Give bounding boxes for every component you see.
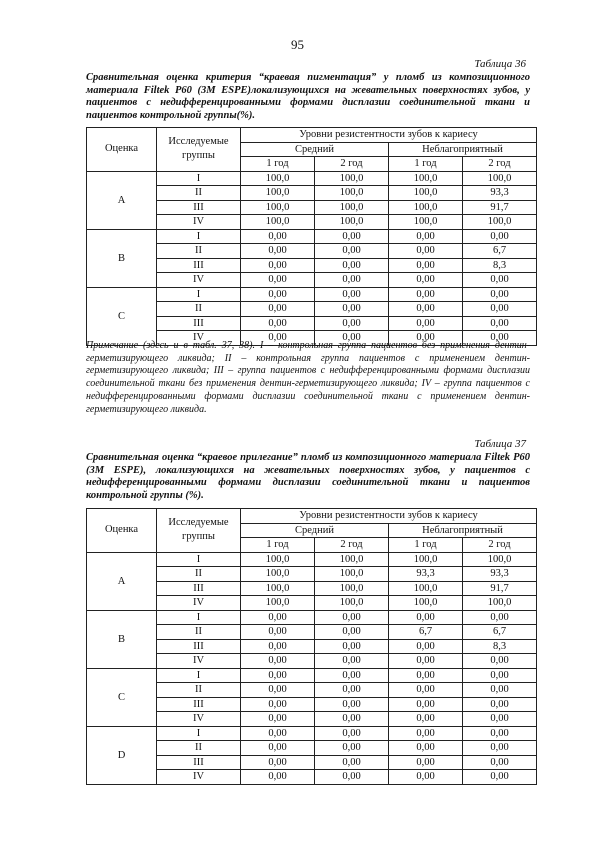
group-cell: III: [157, 581, 241, 596]
value-cell: 100,0: [241, 552, 315, 567]
value-cell: 0,00: [463, 316, 537, 331]
value-cell: 0,00: [241, 683, 315, 698]
value-cell: 93,3: [389, 567, 463, 582]
header-year: 1 год: [241, 157, 315, 172]
value-cell: 0,00: [315, 712, 389, 727]
value-cell: 100,0: [315, 171, 389, 186]
value-cell: 91,7: [463, 200, 537, 215]
group-cell: IV: [157, 215, 241, 230]
value-cell: 100,0: [315, 596, 389, 611]
group-cell: III: [157, 200, 241, 215]
value-cell: 0,00: [389, 273, 463, 288]
grade-cell: C: [87, 668, 157, 726]
value-cell: 0,00: [241, 712, 315, 727]
value-cell: 0,00: [389, 316, 463, 331]
value-cell: 0,00: [241, 770, 315, 785]
value-cell: 0,00: [463, 712, 537, 727]
value-cell: 100,0: [389, 200, 463, 215]
value-cell: 0,00: [241, 273, 315, 288]
table-row: [87, 726, 537, 741]
group-cell: III: [157, 316, 241, 331]
value-cell: 0,00: [241, 244, 315, 259]
header-groups: Исследуемые группы: [157, 128, 241, 172]
header-grade: Оценка: [87, 128, 157, 172]
header-row: [87, 509, 537, 524]
value-cell: 0,00: [463, 229, 537, 244]
header-grade: Оценка: [87, 509, 157, 553]
group-cell: III: [157, 755, 241, 770]
header-level: Неблагоприятный: [389, 523, 537, 538]
value-cell: 100,0: [315, 581, 389, 596]
table-36-label: Таблица 36: [474, 58, 526, 70]
group-cell: IV: [157, 770, 241, 785]
table-row: [87, 287, 537, 302]
value-cell: 0,00: [463, 273, 537, 288]
value-cell: 0,00: [463, 726, 537, 741]
value-cell: 0,00: [463, 654, 537, 669]
value-cell: 0,00: [241, 639, 315, 654]
value-cell: 0,00: [315, 258, 389, 273]
value-cell: 0,00: [315, 331, 389, 346]
value-cell: 0,00: [389, 668, 463, 683]
value-cell: 0,00: [389, 683, 463, 698]
grade-cell: A: [87, 552, 157, 610]
group-cell: IV: [157, 273, 241, 288]
table-row: [87, 229, 537, 244]
value-cell: 0,00: [241, 316, 315, 331]
value-cell: 0,00: [241, 697, 315, 712]
value-cell: 100,0: [389, 596, 463, 611]
value-cell: 0,00: [315, 610, 389, 625]
group-cell: IV: [157, 712, 241, 727]
header-row: [87, 128, 537, 143]
value-cell: 0,00: [463, 302, 537, 317]
value-cell: 0,00: [241, 287, 315, 302]
value-cell: 100,0: [315, 200, 389, 215]
value-cell: 0,00: [389, 741, 463, 756]
value-cell: 0,00: [389, 244, 463, 259]
value-cell: 100,0: [389, 171, 463, 186]
value-cell: 93,3: [463, 186, 537, 201]
value-cell: 0,00: [315, 741, 389, 756]
group-cell: I: [157, 726, 241, 741]
group-cell: I: [157, 287, 241, 302]
value-cell: 0,00: [241, 229, 315, 244]
value-cell: 0,00: [463, 770, 537, 785]
value-cell: 8,3: [463, 639, 537, 654]
value-cell: 100,0: [241, 596, 315, 611]
value-cell: 0,00: [241, 668, 315, 683]
value-cell: 0,00: [315, 625, 389, 640]
value-cell: 0,00: [315, 316, 389, 331]
value-cell: 100,0: [315, 552, 389, 567]
value-cell: 0,00: [315, 273, 389, 288]
value-cell: 0,00: [389, 770, 463, 785]
table-36-caption: Сравнительная оценка критерия “краевая пигментация” у пломб из композиционного материала Filtek P60 (3M ESPE)локализующихся на жевательных поверхностях зубов, у пациентов с недифференцированными формами дисплазии соединительной ткани и пациентов контрольной группы(%).: [86, 72, 530, 121]
value-cell: 100,0: [241, 581, 315, 596]
value-cell: 0,00: [315, 668, 389, 683]
value-cell: 6,7: [463, 244, 537, 259]
value-cell: 100,0: [389, 186, 463, 201]
table-36: [86, 127, 537, 346]
value-cell: 0,00: [315, 726, 389, 741]
group-cell: I: [157, 552, 241, 567]
value-cell: 0,00: [315, 244, 389, 259]
group-cell: II: [157, 244, 241, 259]
value-cell: 0,00: [389, 229, 463, 244]
value-cell: 0,00: [241, 755, 315, 770]
value-cell: 0,00: [389, 712, 463, 727]
group-cell: II: [157, 302, 241, 317]
value-cell: 0,00: [389, 302, 463, 317]
value-cell: 0,00: [241, 654, 315, 669]
group-cell: I: [157, 668, 241, 683]
value-cell: 0,00: [463, 683, 537, 698]
group-cell: IV: [157, 654, 241, 669]
group-cell: II: [157, 186, 241, 201]
value-cell: 100,0: [389, 552, 463, 567]
group-cell: III: [157, 258, 241, 273]
value-cell: 6,7: [463, 625, 537, 640]
value-cell: 0,00: [315, 755, 389, 770]
value-cell: 0,00: [315, 639, 389, 654]
table-note: Примечание (здесь и в табл. 37, 38). I – контрольная группа пациентов без применения дентин-герметизирующего ликвида; II – контрольная группа пациентов с применением дентин-герметизирующего ликвида; III – группа пациентов с недифференцированными формами дисплазии соединительной ткани без применения дентин-герметизирующего ликвида; IV – группа пациентов с недифференцированными формами дисплазии соединительной ткани с применением дентин-герметизирующего ликвида.: [86, 340, 530, 415]
value-cell: 0,00: [389, 654, 463, 669]
value-cell: 100,0: [241, 215, 315, 230]
group-cell: II: [157, 741, 241, 756]
value-cell: 0,00: [315, 697, 389, 712]
value-cell: 0,00: [389, 697, 463, 712]
value-cell: 0,00: [315, 683, 389, 698]
header-groups: Исследуемые группы: [157, 509, 241, 553]
value-cell: 0,00: [463, 755, 537, 770]
value-cell: 100,0: [389, 581, 463, 596]
table-row: [87, 668, 537, 683]
value-cell: 100,0: [241, 200, 315, 215]
group-cell: II: [157, 567, 241, 582]
value-cell: 100,0: [463, 171, 537, 186]
header-year: 2 год: [315, 157, 389, 172]
value-cell: 100,0: [241, 186, 315, 201]
value-cell: 0,00: [389, 755, 463, 770]
value-cell: 0,00: [315, 770, 389, 785]
value-cell: 100,0: [389, 215, 463, 230]
group-cell: III: [157, 697, 241, 712]
grade-cell: C: [87, 287, 157, 345]
header-year: 1 год: [389, 157, 463, 172]
value-cell: 0,00: [241, 741, 315, 756]
table-37-label: Таблица 37: [474, 438, 526, 450]
group-cell: I: [157, 229, 241, 244]
group-cell: II: [157, 683, 241, 698]
grade-cell: B: [87, 610, 157, 668]
header-level: Средний: [241, 523, 389, 538]
value-cell: 91,7: [463, 581, 537, 596]
header-year: 1 год: [389, 538, 463, 553]
header-resistance: Уровни резистентности зубов к кариесу: [241, 128, 537, 143]
value-cell: 0,00: [389, 258, 463, 273]
value-cell: 100,0: [463, 215, 537, 230]
value-cell: 100,0: [463, 596, 537, 611]
value-cell: 0,00: [463, 741, 537, 756]
value-cell: 0,00: [463, 668, 537, 683]
value-cell: 100,0: [315, 567, 389, 582]
header-resistance: Уровни резистентности зубов к кариесу: [241, 509, 537, 524]
value-cell: 100,0: [463, 552, 537, 567]
value-cell: 8,3: [463, 258, 537, 273]
grade-cell: B: [87, 229, 157, 287]
header-level: Неблагоприятный: [389, 142, 537, 157]
value-cell: 0,00: [389, 726, 463, 741]
header-year: 1 год: [241, 538, 315, 553]
value-cell: 0,00: [463, 331, 537, 346]
value-cell: 0,00: [315, 654, 389, 669]
value-cell: 0,00: [389, 287, 463, 302]
header-level: Средний: [241, 142, 389, 157]
grade-cell: D: [87, 726, 157, 784]
value-cell: 0,00: [241, 258, 315, 273]
value-cell: 0,00: [241, 726, 315, 741]
value-cell: 100,0: [241, 171, 315, 186]
table-37: [86, 508, 537, 785]
value-cell: 0,00: [315, 302, 389, 317]
page-number: 95: [291, 37, 304, 52]
group-cell: II: [157, 625, 241, 640]
group-cell: III: [157, 639, 241, 654]
value-cell: 0,00: [315, 229, 389, 244]
value-cell: 0,00: [241, 610, 315, 625]
group-cell: IV: [157, 331, 241, 346]
group-cell: IV: [157, 596, 241, 611]
value-cell: 0,00: [241, 302, 315, 317]
table-row: [87, 171, 537, 186]
grade-cell: A: [87, 171, 157, 229]
header-year: 2 год: [315, 538, 389, 553]
group-cell: I: [157, 171, 241, 186]
value-cell: 0,00: [463, 610, 537, 625]
value-cell: 0,00: [389, 639, 463, 654]
value-cell: 100,0: [241, 567, 315, 582]
header-year: 2 год: [463, 157, 537, 172]
group-cell: I: [157, 610, 241, 625]
value-cell: 0,00: [463, 697, 537, 712]
value-cell: 0,00: [463, 287, 537, 302]
value-cell: 93,3: [463, 567, 537, 582]
value-cell: 100,0: [315, 186, 389, 201]
header-year: 2 год: [463, 538, 537, 553]
value-cell: 6,7: [389, 625, 463, 640]
value-cell: 0,00: [241, 331, 315, 346]
value-cell: 0,00: [389, 331, 463, 346]
table-37-caption: Сравнительная оценка “краевое прилегание” пломб из композиционного материала Filtek P60 (3M ESPE), локализующихся на жевательных поверхностях зубов, у пациентов с недифференцированными формами дисплазии соединительной ткани и пациентов контрольной группы (%).: [86, 452, 530, 501]
table-row: [87, 610, 537, 625]
value-cell: 0,00: [389, 610, 463, 625]
value-cell: 0,00: [241, 625, 315, 640]
value-cell: 0,00: [315, 287, 389, 302]
value-cell: 100,0: [315, 215, 389, 230]
table-row: [87, 552, 537, 567]
